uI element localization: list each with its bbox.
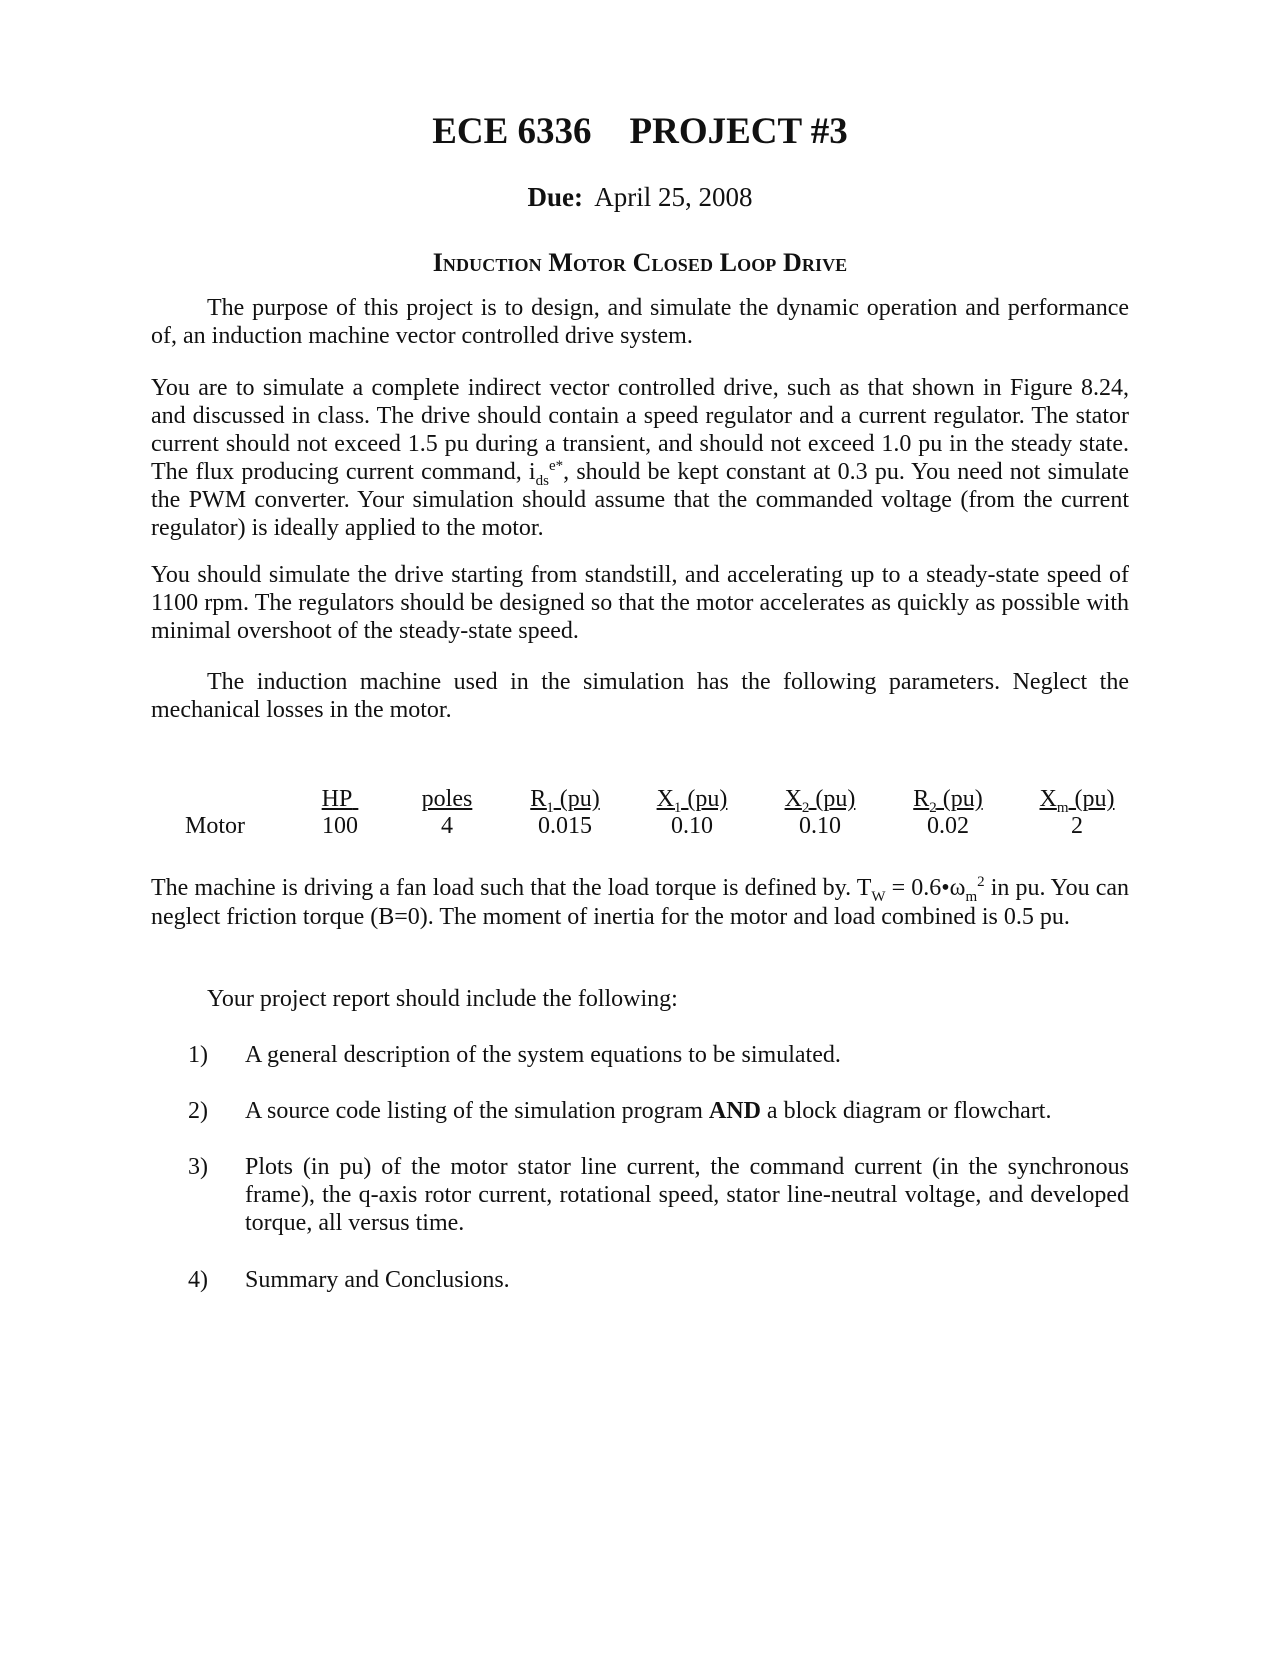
param-value: 0.10 — [671, 813, 713, 839]
param-value: 100 — [322, 813, 358, 839]
list-number: 4) — [188, 1267, 208, 1293]
ids-superscript: e* — [548, 458, 564, 474]
report-intro: Your project report should include the following: — [207, 986, 678, 1012]
param-value: 2 — [1071, 813, 1083, 839]
list-text: Plots (in pu) of the motor stator line current, the command current (in the synchronous frame), the q-axis rotor current, rotational speed, stator line-neutral voltage, and developed torque, all versus time. — [245, 1154, 1129, 1236]
param-value: 0.10 — [799, 813, 841, 839]
purpose-paragraph: The purpose of this project is to design, and simulate the dynamic operation and performance of, an induction machine vector controlled drive system. — [151, 295, 1129, 349]
param-header: HP — [321, 786, 353, 812]
param-column — [397, 786, 497, 840]
tw-subscript: W — [871, 888, 886, 905]
param-column — [893, 786, 1003, 840]
parameter-table — [0, 786, 1280, 846]
param-value: 0.015 — [538, 813, 592, 839]
param-value: 0.02 — [927, 813, 969, 839]
emphasis-and: AND — [708, 1098, 761, 1124]
page-title — [0, 110, 1280, 153]
course-code: ECE 6336 — [432, 111, 592, 152]
page-subtitle: Induction Motor Closed Loop Drive — [432, 248, 848, 277]
param-column — [300, 786, 380, 840]
list-number: 3) — [188, 1154, 208, 1180]
ids-subscript: ds — [535, 472, 549, 489]
param-column — [765, 786, 875, 840]
due-line — [0, 182, 1280, 213]
due-label: Due: — [527, 182, 583, 212]
param-column — [637, 786, 747, 840]
param-value: 4 — [441, 813, 453, 839]
omega-superscript: 2 — [977, 874, 985, 890]
param-header: $R_1$ (pu) — [530, 786, 600, 816]
project-number: PROJECT #3 — [629, 111, 848, 152]
machine-paragraph: The induction machine used in the simulation has the following parameters. Neglect the mechanical losses in the motor. — [151, 669, 1129, 723]
param-header: poles — [421, 786, 473, 812]
list-text: Summary and Conclusions. — [245, 1267, 510, 1293]
param-header: $X_m$ (pu) — [1039, 786, 1115, 816]
list-number: 1) — [188, 1042, 208, 1068]
due-date: April 25, 2008 — [594, 182, 753, 212]
list-text: A source code listing of the simulation program AND a block diagram or flowchart. — [245, 1098, 1052, 1124]
param-column — [510, 786, 620, 840]
param-header: $R_2$ (pu) — [913, 786, 983, 816]
list-number: 2) — [188, 1098, 208, 1124]
standstill-paragraph: You should simulate the drive starting from standstill, and accelerating up to a steady-state speed of 1100 rpm. The regulators should be designed so that the motor accelerates as quickly as possible with minimal overshoot of the steady-state speed. — [151, 562, 1129, 644]
row-label-motor: Motor — [185, 813, 245, 839]
simulation-paragraph: You are to simulate a complete indirect vector controlled drive, such as that shown in Figure 8.24, and discussed in class. The drive should contain a speed regulator and a current regulator. The stator current should not exceed 1.5 pu during a transient, and should not exceed 1.0 pu in the steady state. The flux producing current command, $i_{ds}^{e*}$, should be kept constant at 0.3 pu. You need not simulate the PWM converter. Your simulation should assume that the commanded voltage (from the current regulator) is ideally applied to the motor. — [151, 375, 1129, 541]
param-header: $X_2$ (pu) — [784, 786, 856, 816]
omega-subscript: m — [965, 888, 978, 905]
param-column — [1017, 786, 1137, 840]
param-header: $X_1$ (pu) — [656, 786, 728, 816]
load-paragraph: The machine is driving a fan load such that the load torque is defined by. $T_W$ = $0.6•\omega_m^2$ in pu. You can neglect friction torque (B=0). The moment of inertia for the motor and load combined is 0.5 pu. — [151, 874, 1130, 930]
list-text: A general description of the system equations to be simulated. — [245, 1042, 841, 1068]
